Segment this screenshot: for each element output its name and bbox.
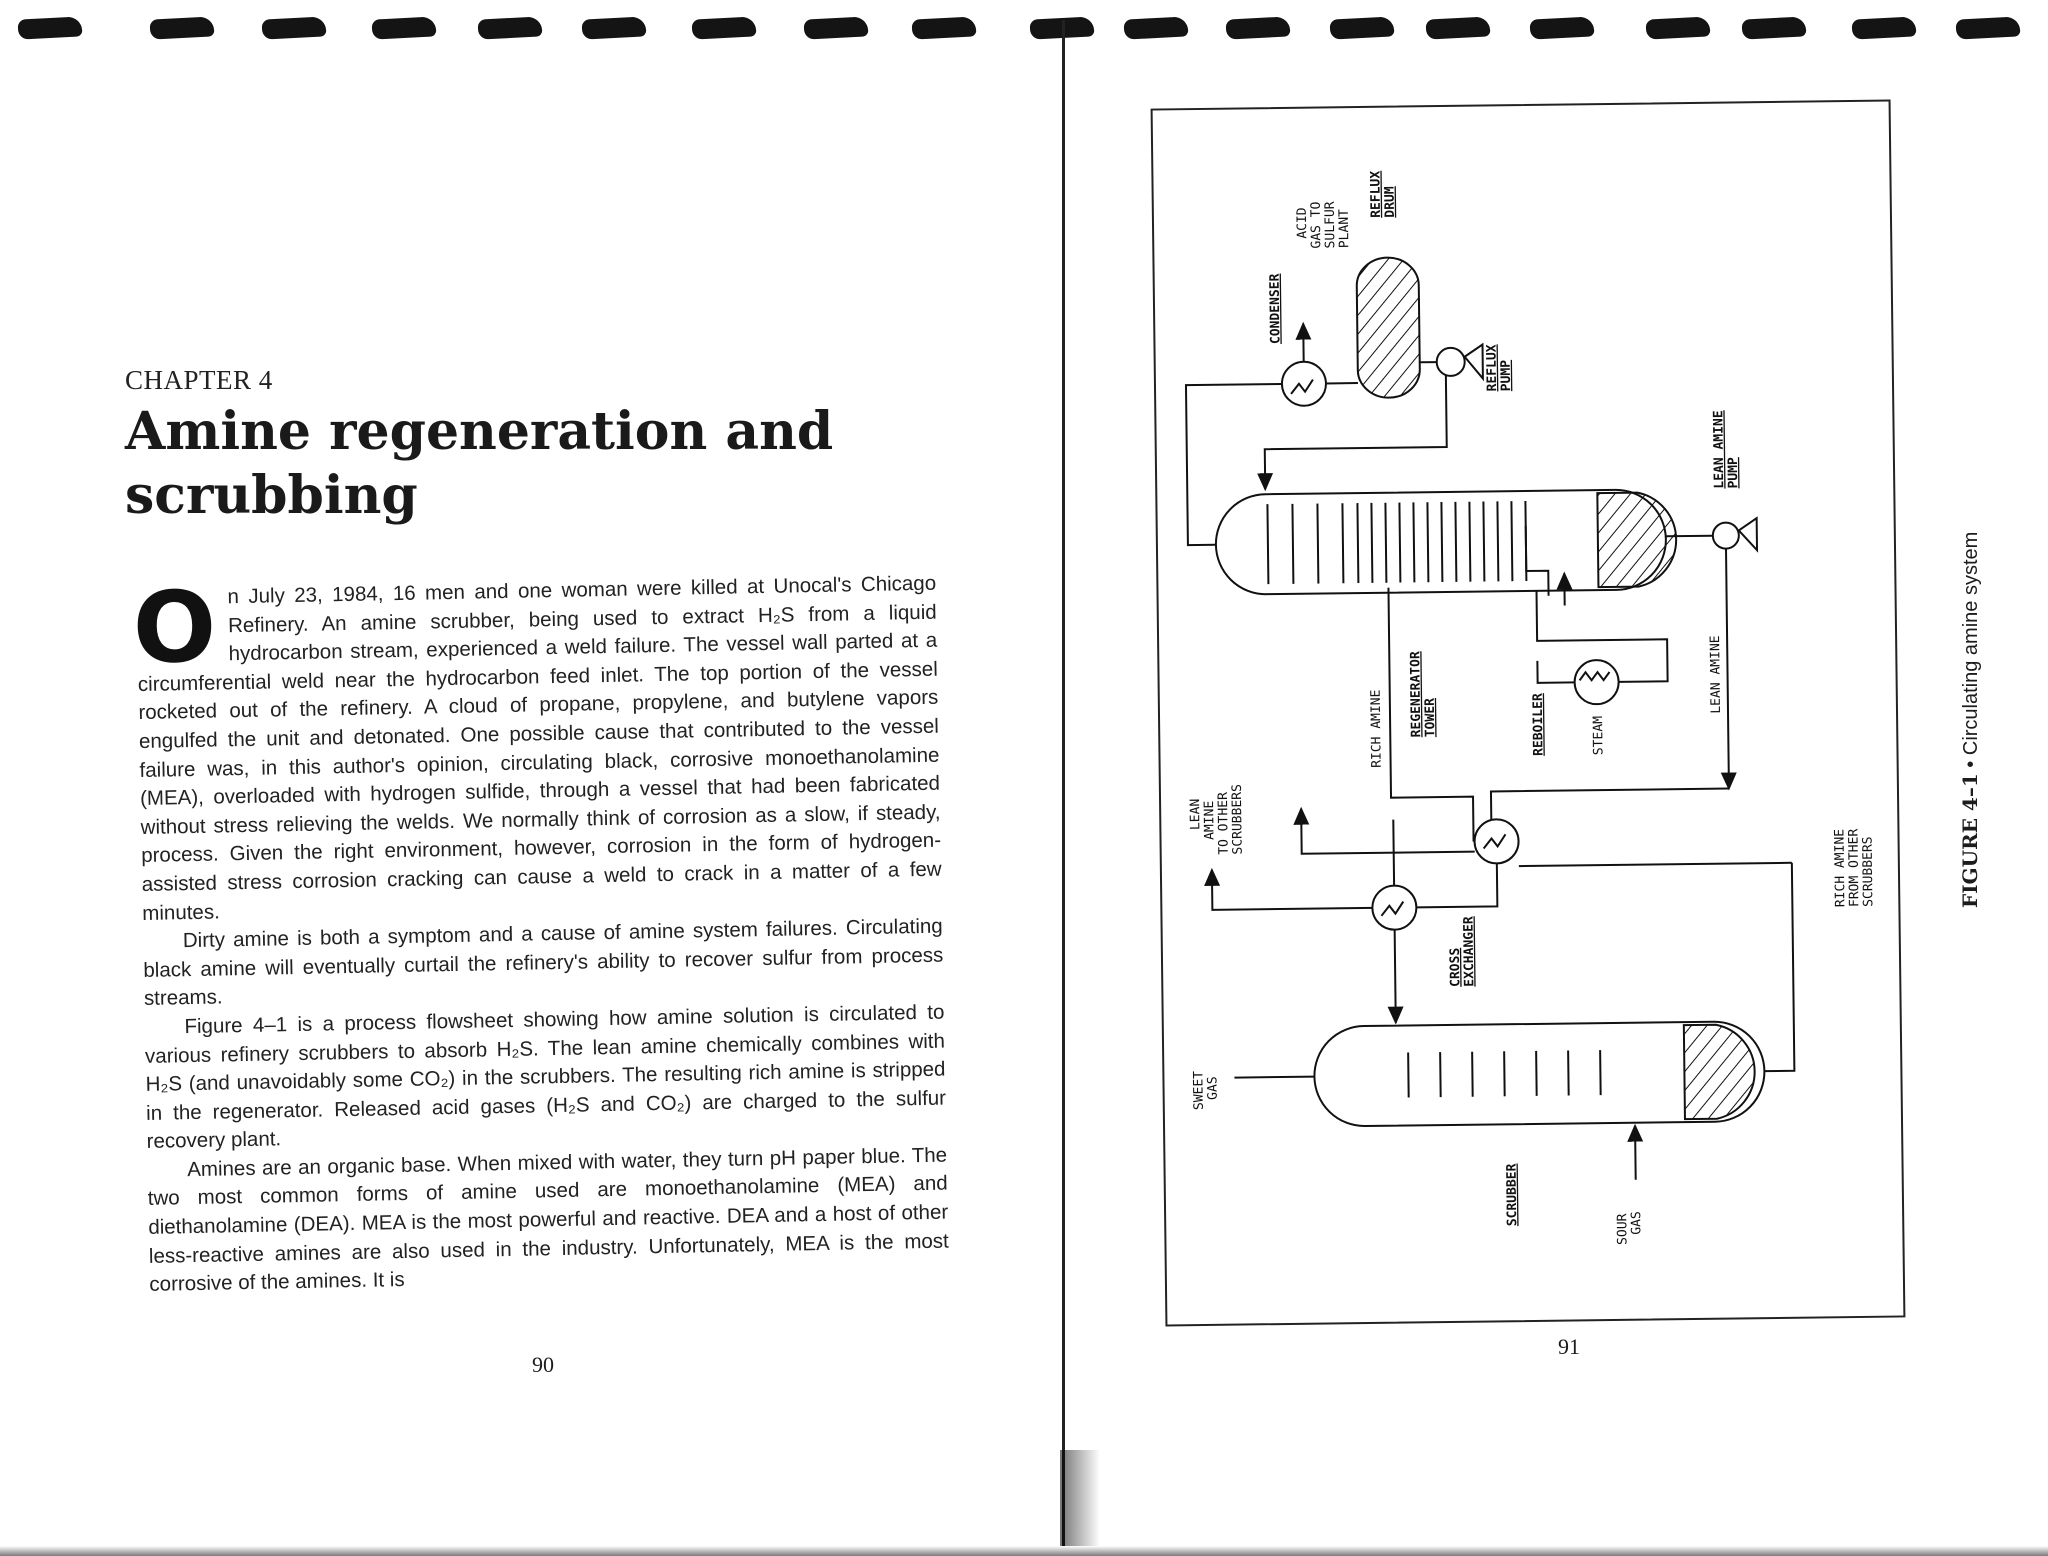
paragraph-4: Amines are an organic base. When mixed with water, they turn pH paper blue. The two most common forms of amine used are monoethanolamine (MEA) and diethanolamine (DEA). MEA is the most powerful and reactive. DEA and a host of other less-reactive amines are also used in the industry. Unfortunately, MEA is the most corrosive of the amines. It is xyxy=(147,1143,949,1297)
reflux-pump-label-1: REFLUX xyxy=(1484,344,1501,392)
figure-frame xyxy=(1151,100,1906,1327)
acid-gas-label-4: PLANT xyxy=(1336,208,1353,249)
regenerator-tower-label-1: REGENERATOR xyxy=(1408,651,1425,738)
figure-caption-separator: • xyxy=(1960,755,1982,774)
reboiler-exchanger xyxy=(1574,660,1619,705)
figure-caption-number: FIGURE 4–1 xyxy=(1958,773,1982,908)
cross-exchanger-upper xyxy=(1474,819,1519,864)
condenser-exchanger xyxy=(1282,361,1327,406)
chapter-title: Amine regeneration and scrubbing xyxy=(125,401,834,526)
lean-amine-other-label-2: AMINE xyxy=(1202,800,1218,840)
rich-amine-other-label-3: SCRUBBERS xyxy=(1860,836,1877,907)
amine-flow-diagram xyxy=(1153,102,1904,1325)
book-spine-line xyxy=(1062,20,1065,1550)
steam-label: STEAM xyxy=(1591,715,1607,756)
punch-hole xyxy=(1124,16,1189,39)
scrubber-packing xyxy=(1684,1024,1755,1119)
page-number-right: 91 xyxy=(1558,1334,1580,1359)
punch-hole xyxy=(1742,16,1807,39)
paragraph-1 xyxy=(131,570,942,928)
condenser-label: CONDENSER xyxy=(1267,273,1284,345)
paragraph-1-text: n July 23, 1984, 16 men and one woman were killed at Unocal's Chicago Refinery. An amine scrubber, being used to extract H₂S from a liquid hydrocarbon stream, experienced a weld failure. The vessel wall parted at a circumferential weld near the hydrocarbon feed inlet. The top portion of the vessel rocketed out of the refinery. A cloud of propane, propylene, and butylene vapors engulfed the unit and detonated. One possible cause that contributed to the vessel failure was, in this author's opinion, circulating black, corrosive monoethanolamine (MEA), overloaded with hydrogen sulfide, through a vessel that had been fabricated without stress relieving the welds. We normally think of corrosion as a slow, if steady, process. Given the right environment, however, corrosion in the form of hydrogen-assisted stress corrosion cracking can cause a weld to crack in a matter of a few minutes. xyxy=(137,571,942,925)
rich-amine-label: RICH AMINE xyxy=(1368,689,1385,768)
rich-amine-other-label-2: FROM OTHER xyxy=(1846,828,1863,908)
punch-hole xyxy=(1330,16,1395,39)
lean-amine-other-label-4: SCRUBBERS xyxy=(1229,784,1246,855)
acid-gas-label-1: ACID xyxy=(1294,207,1311,239)
punch-hole xyxy=(1226,16,1291,39)
diagram-labels xyxy=(1180,165,1880,1250)
reflux-pump xyxy=(1437,348,1465,376)
sour-gas-label-2: GAS xyxy=(1629,1211,1645,1235)
chapter-label: CHAPTER 4 xyxy=(125,365,273,395)
punch-hole xyxy=(1530,16,1595,39)
drop-cap: O xyxy=(131,570,218,687)
regenerator-tower-label-2: TOWER xyxy=(1422,697,1439,738)
sweet-gas-label-1: SWEET xyxy=(1191,1070,1207,1111)
punch-hole xyxy=(1426,16,1491,39)
acid-gas-label-3: SULFUR xyxy=(1322,201,1339,249)
reflux-drum-label-2: DRUM xyxy=(1382,186,1398,218)
paragraph-2: Dirty amine is both a symptom and a cause of amine system failures. Circulating black amine will eventually curtail the refinery's ability to recover sulfur from process streams. xyxy=(143,914,944,1011)
figure-caption xyxy=(1958,388,1988,908)
scrubber-label: SCRUBBER xyxy=(1504,1163,1521,1227)
reflux-pump-label-2: PUMP xyxy=(1498,359,1515,392)
acid-gas-label-2: GAS TO xyxy=(1308,201,1325,249)
page-bottom-edge xyxy=(0,1546,2048,1556)
sweet-gas-label-2: GAS xyxy=(1205,1076,1221,1100)
rich-amine-other-label-1: RICH AMINE xyxy=(1832,828,1849,908)
sour-gas-label-1: SOUR xyxy=(1615,1213,1631,1245)
reflux-drum-label-1: REFLUX xyxy=(1368,170,1384,218)
scrubber-trays xyxy=(1408,1050,1601,1097)
regenerator-packing xyxy=(1597,492,1676,587)
reflux-drum-vessel xyxy=(1356,257,1420,398)
regenerator-weir xyxy=(1526,526,1549,596)
figure-caption-text: Circulating amine system xyxy=(1960,531,1982,756)
lean-amine-pump xyxy=(1713,522,1739,548)
spine-shadow xyxy=(1060,1450,1100,1556)
regenerator-trays xyxy=(1267,501,1526,584)
lean-amine-pump-label-2: PUMP xyxy=(1725,457,1742,489)
punch-hole xyxy=(1956,16,2021,39)
cross-exchanger-lower xyxy=(1372,885,1417,930)
lean-amine-other-label-1: LEAN xyxy=(1188,798,1204,831)
paragraph-3: Figure 4–1 is a process flowsheet showing how amine solution is circulated to various refinery scrubbers to absorb H₂S. The lean amine chemically combines with H₂S (and unavoidably some CO₂) in the scrubbers. The resulting rich amine is stripped in the regenerator. Released acid gases (H₂S and CO₂) are charged to the sulfur recovery plant. xyxy=(144,1000,947,1154)
cross-exchanger-label-2: EXCHANGER xyxy=(1461,916,1478,987)
lean-amine-pump-label-1: LEAN AMINE xyxy=(1711,410,1728,489)
reboiler-label: REBOILER xyxy=(1530,693,1547,756)
page-number-left: 90 xyxy=(532,1352,554,1377)
lean-amine-other-label-3: TO OTHER xyxy=(1215,792,1232,855)
cross-exchanger-label-1: CROSS xyxy=(1447,947,1464,987)
body-text xyxy=(131,570,950,1300)
punch-hole xyxy=(1852,16,1917,39)
punch-hole xyxy=(1646,16,1711,39)
lean-amine-label: LEAN AMINE xyxy=(1708,635,1725,714)
